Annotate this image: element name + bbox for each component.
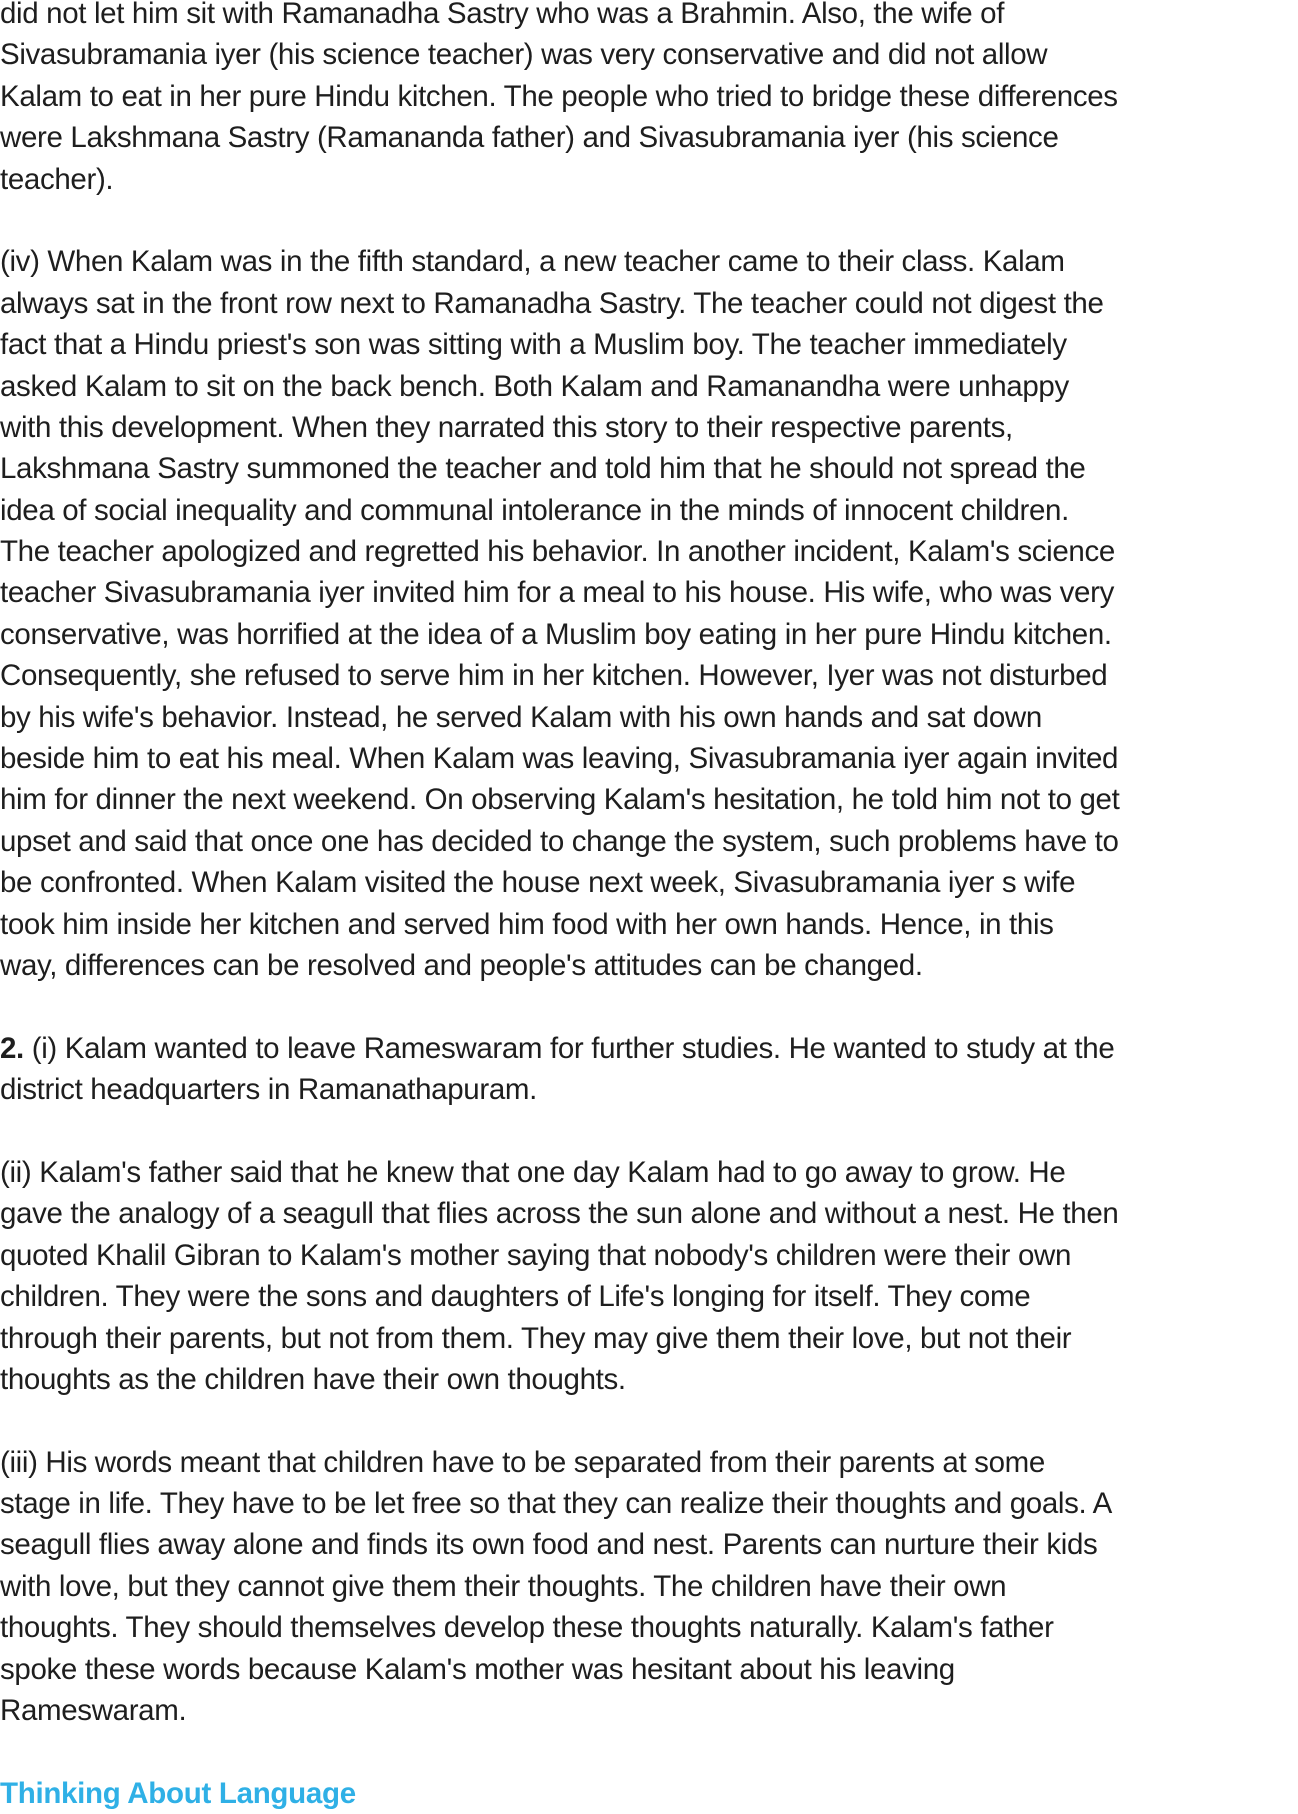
text-line: took him inside her kitchen and served him food with her own hands. Hence, in this xyxy=(0,907,1054,941)
text-line: (iv) When Kalam was in the fifth standard, a new teacher came to their class. Kalam xyxy=(0,245,1065,279)
text-line: spoke these words because Kalam's mother was hesitant about his leaving xyxy=(0,1652,955,1686)
text-line: conservative, was horrified at the idea of a Muslim boy eating in her pure Hindu kitchen. xyxy=(0,617,1112,651)
text-line: Consequently, she refused to serve him in her kitchen. However, Iyer was not disturbed xyxy=(0,659,1108,693)
text-line: beside him to eat his meal. When Kalam was leaving, Sivasubramania iyer again invited xyxy=(0,742,1119,776)
paragraph xyxy=(0,1152,1298,1400)
text-line: upset and said that once one has decided to change the system, such problems have to xyxy=(0,824,1119,858)
text-line: be confronted. When Kalam visited the house next week, Sivasubramania iyer s wife xyxy=(0,866,1076,900)
text-line: Lakshmana Sastry summoned the teacher and told him that he should not spread the xyxy=(0,452,1086,486)
paragraph xyxy=(0,241,1298,986)
text-line xyxy=(0,1028,1298,1069)
text-line: with love, but they cannot give them their thoughts. The children have their own xyxy=(0,1569,1007,1603)
text-line: with this development. When they narrated this story to their respective parents, xyxy=(0,410,1013,444)
text-line-body: (i) Kalam wanted to leave Rameswaram for further studies. He wanted to study at the xyxy=(23,1031,1115,1065)
text-line: stage in life. They have to be let free so that they can realize their thoughts and goals. A xyxy=(0,1487,1112,1521)
paragraph xyxy=(0,0,1298,200)
paragraph xyxy=(0,1442,1298,1732)
text-line: idea of social inequality and communal intolerance in the minds of innocent children. xyxy=(0,493,1069,527)
text-line: (ii) Kalam's father said that he knew that one day Kalam had to go away to grow. He xyxy=(0,1155,1066,1189)
text-line: fact that a Hindu priest's son was sitting with a Muslim boy. The teacher immediately xyxy=(0,328,1067,362)
text-line: teacher Sivasubramania iyer invited him for a meal to his house. His wife, who was very xyxy=(0,576,1114,610)
text-line: thoughts. They should themselves develop these thoughts naturally. Kalam's father xyxy=(0,1611,1054,1645)
text-line: gave the analogy of a seagull that flies across the sun alone and without a nest. He then xyxy=(0,1197,1119,1231)
question-number: 2. xyxy=(0,1031,24,1065)
text-line: children. They were the sons and daughters of Life's longing for itself. They come xyxy=(0,1280,1031,1314)
text-line: asked Kalam to sit on the back bench. Both Kalam and Ramanandha were unhappy xyxy=(0,369,1069,403)
text-line: The teacher apologized and regretted his behavior. In another incident, Kalam's science xyxy=(0,535,1115,569)
text-line: quoted Khalil Gibran to Kalam's mother saying that nobody's children were their own xyxy=(0,1238,1072,1272)
text-line: by his wife's behavior. Instead, he served Kalam with his own hands and sat down xyxy=(0,700,1042,734)
text-line: thoughts as the children have their own thoughts. xyxy=(0,1362,626,1396)
text-line: district headquarters in Ramanathapuram. xyxy=(0,1073,537,1107)
text-line: were Lakshmana Sastry (Ramananda father) and Sivasubramania iyer (his science xyxy=(0,121,1059,155)
text-line: teacher). xyxy=(0,162,114,196)
text-line: Kalam to eat in her pure Hindu kitchen. The people who tried to bridge these differences xyxy=(0,79,1118,113)
text-line: through their parents, but not from them. They may give them their love, but not their xyxy=(0,1321,1072,1355)
text-line: Rameswaram. xyxy=(0,1694,187,1728)
paragraph xyxy=(0,1028,1298,1111)
text-line: Sivasubramania iyer (his science teacher) was very conservative and did not allow xyxy=(0,38,1048,72)
text-line: seagull flies away alone and finds its own food and nest. Parents can nurture their kids xyxy=(0,1528,1098,1562)
text-line: way, differences can be resolved and people's attitudes can be changed. xyxy=(0,948,923,982)
text-line: did not let him sit with Ramanadha Sastry who was a Brahmin. Also, the wife of xyxy=(0,0,1005,30)
text-line: always sat in the front row next to Ramanadha Sastry. The teacher could not digest the xyxy=(0,286,1104,320)
text-line: him for dinner the next weekend. On observing Kalam's hesitation, he told him not to get xyxy=(0,783,1120,817)
text-line: (iii) His words meant that children have to be separated from their parents at some xyxy=(0,1445,1045,1479)
section-heading: Thinking About Language xyxy=(0,1776,356,1810)
